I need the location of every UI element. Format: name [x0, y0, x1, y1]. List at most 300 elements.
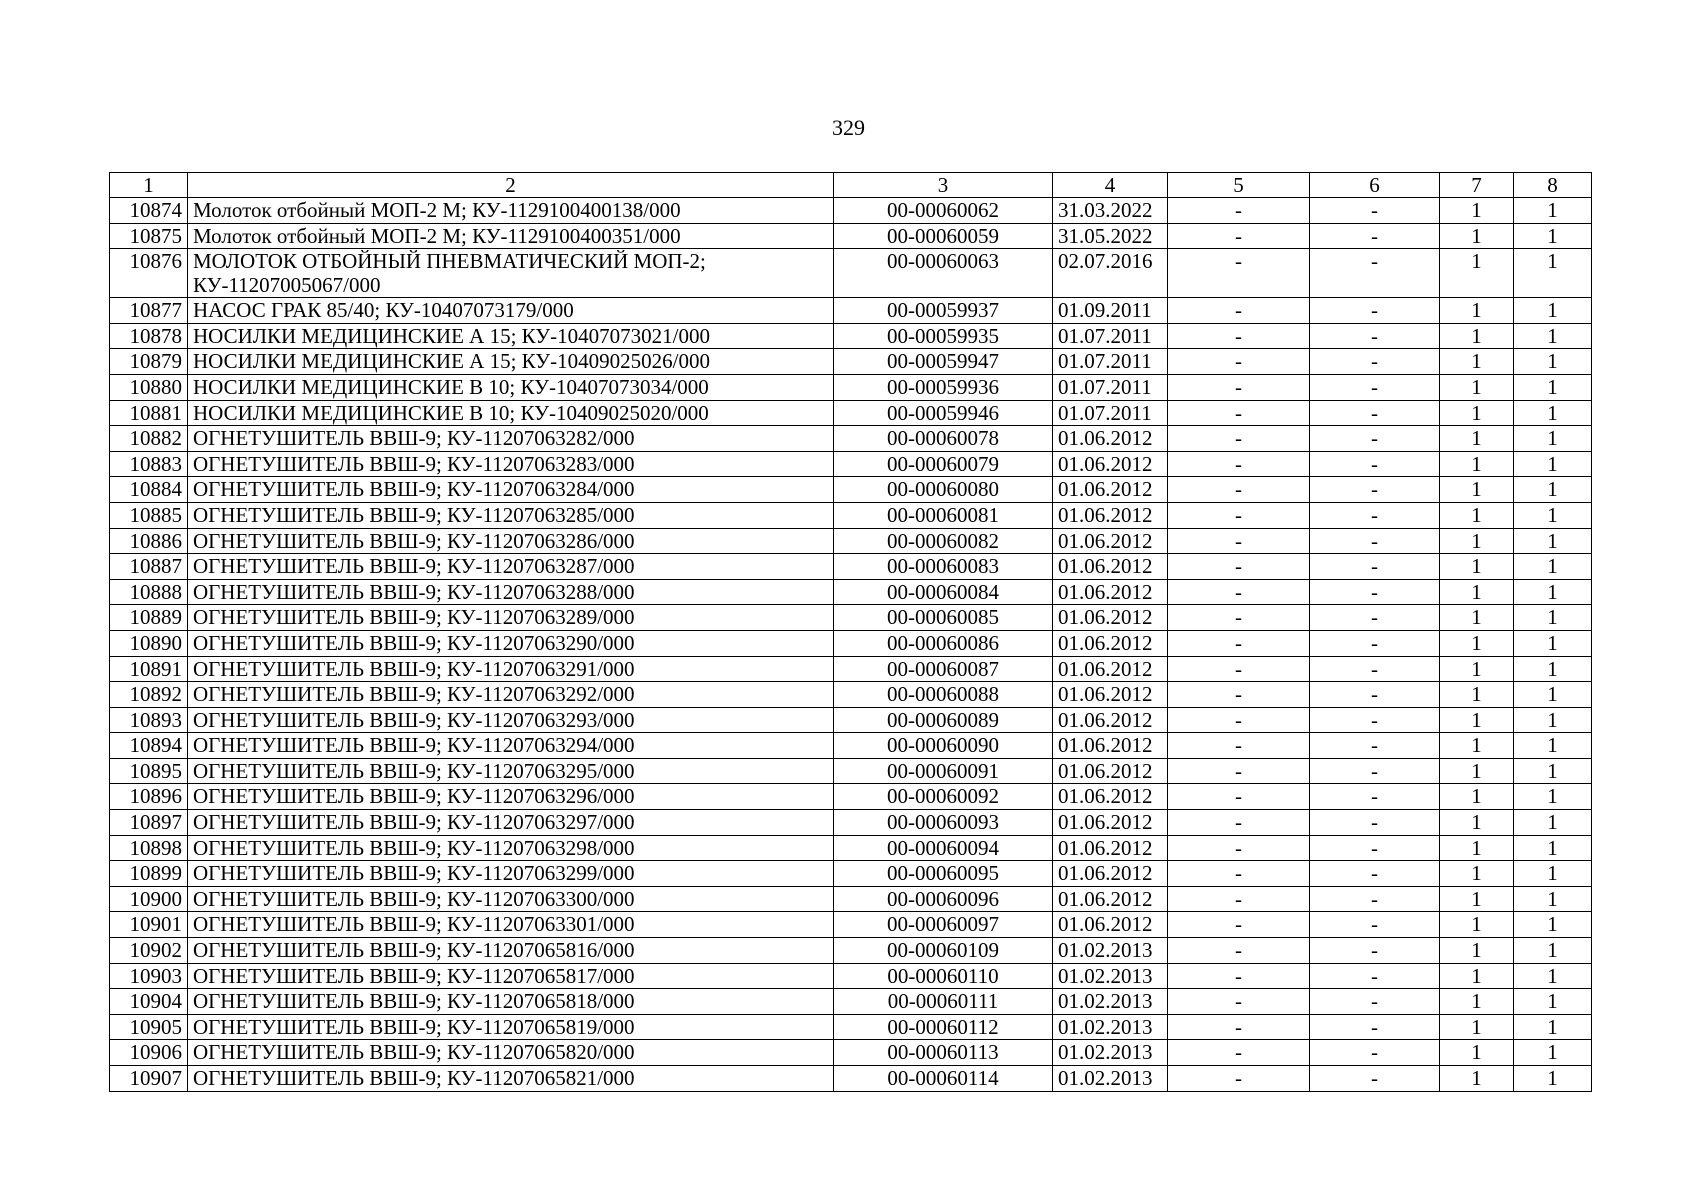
item-name: ОГНЕТУШИТЕЛЬ ВВШ-9; КУ-11207063284/000: [188, 477, 834, 503]
row-number: 10907: [110, 1066, 188, 1092]
date: 01.06.2012: [1053, 451, 1168, 477]
col7-value: 1: [1440, 1014, 1514, 1040]
col5-value: -: [1168, 861, 1310, 887]
row-number: 10875: [110, 223, 188, 249]
item-name: ОГНЕТУШИТЕЛЬ ВВШ-9; КУ-11207063294/000: [188, 733, 834, 759]
col8-value: 1: [1514, 912, 1592, 938]
date: 01.02.2013: [1053, 1040, 1168, 1066]
row-number: 10877: [110, 298, 188, 324]
table-row: [110, 249, 1592, 298]
col5-value: -: [1168, 249, 1310, 298]
col5-value: -: [1168, 886, 1310, 912]
col7-value: 1: [1440, 963, 1514, 989]
date: 01.06.2012: [1053, 554, 1168, 580]
col5-value: -: [1168, 630, 1310, 656]
col8-value: 1: [1514, 682, 1592, 708]
item-name: ОГНЕТУШИТЕЛЬ ВВШ-9; КУ-11207063292/000: [188, 682, 834, 708]
date: 31.03.2022: [1053, 198, 1168, 224]
col7-value: 1: [1440, 323, 1514, 349]
inventory-code: 00-00060091: [834, 758, 1053, 784]
row-number: 10894: [110, 733, 188, 759]
col5-value: -: [1168, 426, 1310, 452]
col5-value: -: [1168, 223, 1310, 249]
table-row: [110, 707, 1592, 733]
col8-value: 1: [1514, 374, 1592, 400]
row-number: 10893: [110, 707, 188, 733]
date: 01.06.2012: [1053, 630, 1168, 656]
date: 01.02.2013: [1053, 1014, 1168, 1040]
col6-value: -: [1310, 298, 1440, 324]
column-header-3: 3: [834, 173, 1053, 198]
table-body: [110, 198, 1592, 1092]
col6-value: -: [1310, 656, 1440, 682]
inventory-code: 00-00060086: [834, 630, 1053, 656]
item-name: НОСИЛКИ МЕДИЦИНСКИЕ В 10; КУ-10407073034/000: [188, 374, 834, 400]
col6-value: -: [1310, 963, 1440, 989]
date: 01.02.2013: [1053, 938, 1168, 964]
date: 01.07.2011: [1053, 374, 1168, 400]
col5-value: -: [1168, 528, 1310, 554]
row-number: 10900: [110, 886, 188, 912]
col6-value: -: [1310, 938, 1440, 964]
col6-value: -: [1310, 223, 1440, 249]
col6-value: -: [1310, 682, 1440, 708]
item-name: ОГНЕТУШИТЕЛЬ ВВШ-9; КУ-11207063295/000: [188, 758, 834, 784]
col8-value: 1: [1514, 989, 1592, 1015]
col5-value: -: [1168, 477, 1310, 503]
col6-value: -: [1310, 477, 1440, 503]
table-row: [110, 733, 1592, 759]
col7-value: 1: [1440, 349, 1514, 375]
row-number: 10895: [110, 758, 188, 784]
date: 01.09.2011: [1053, 298, 1168, 324]
col7-value: 1: [1440, 938, 1514, 964]
table-row: [110, 198, 1592, 224]
col8-value: 1: [1514, 938, 1592, 964]
item-name: НОСИЛКИ МЕДИЦИНСКИЕ А 15; КУ-10409025026/000: [188, 349, 834, 375]
date: 01.02.2013: [1053, 989, 1168, 1015]
item-name: ОГНЕТУШИТЕЛЬ ВВШ-9; КУ-11207065818/000: [188, 989, 834, 1015]
item-name: ОГНЕТУШИТЕЛЬ ВВШ-9; КУ-11207063297/000: [188, 810, 834, 836]
inventory-code: 00-00060095: [834, 861, 1053, 887]
table-row: [110, 835, 1592, 861]
table-row: [110, 810, 1592, 836]
col6-value: -: [1310, 1040, 1440, 1066]
col7-value: 1: [1440, 656, 1514, 682]
column-header-8: 8: [1514, 173, 1592, 198]
inventory-code: 00-00060078: [834, 426, 1053, 452]
date: 01.06.2012: [1053, 835, 1168, 861]
inventory-code: 00-00060085: [834, 605, 1053, 631]
item-name: Молоток отбойный МОП-2 М; КУ-1129100400351/000: [188, 223, 834, 249]
inventory-code: 00-00060096: [834, 886, 1053, 912]
col8-value: 1: [1514, 1040, 1592, 1066]
col8-value: 1: [1514, 784, 1592, 810]
table-row: [110, 886, 1592, 912]
column-header-5: 5: [1168, 173, 1310, 198]
table-row: [110, 963, 1592, 989]
col6-value: -: [1310, 198, 1440, 224]
item-name: ОГНЕТУШИТЕЛЬ ВВШ-9; КУ-11207063289/000: [188, 605, 834, 631]
col7-value: 1: [1440, 451, 1514, 477]
col7-value: 1: [1440, 835, 1514, 861]
col7-value: 1: [1440, 605, 1514, 631]
col8-value: 1: [1514, 758, 1592, 784]
col5-value: -: [1168, 554, 1310, 580]
col6-value: -: [1310, 323, 1440, 349]
col7-value: 1: [1440, 477, 1514, 503]
inventory-code: 00-00060059: [834, 223, 1053, 249]
row-number: 10902: [110, 938, 188, 964]
row-number: 10887: [110, 554, 188, 580]
col8-value: 1: [1514, 963, 1592, 989]
row-number: 10882: [110, 426, 188, 452]
col6-value: -: [1310, 502, 1440, 528]
col5-value: -: [1168, 707, 1310, 733]
row-number: 10885: [110, 502, 188, 528]
item-name: ОГНЕТУШИТЕЛЬ ВВШ-9; КУ-11207063296/000: [188, 784, 834, 810]
col7-value: 1: [1440, 528, 1514, 554]
date: 01.06.2012: [1053, 426, 1168, 452]
col8-value: 1: [1514, 554, 1592, 580]
item-name: Молоток отбойный МОП-2 М; КУ-1129100400138/000: [188, 198, 834, 224]
inventory-code: 00-00060082: [834, 528, 1053, 554]
col7-value: 1: [1440, 758, 1514, 784]
row-number: 10897: [110, 810, 188, 836]
col5-value: -: [1168, 1040, 1310, 1066]
date: 01.06.2012: [1053, 912, 1168, 938]
col6-value: -: [1310, 989, 1440, 1015]
col5-value: -: [1168, 963, 1310, 989]
item-name: ОГНЕТУШИТЕЛЬ ВВШ-9; КУ-11207063291/000: [188, 656, 834, 682]
col7-value: 1: [1440, 249, 1514, 298]
col7-value: 1: [1440, 707, 1514, 733]
col7-value: 1: [1440, 298, 1514, 324]
table-row: [110, 451, 1592, 477]
col7-value: 1: [1440, 1066, 1514, 1092]
row-number: 10891: [110, 656, 188, 682]
row-number: 10876: [110, 249, 188, 298]
item-name: ОГНЕТУШИТЕЛЬ ВВШ-9; КУ-11207065820/000: [188, 1040, 834, 1066]
col7-value: 1: [1440, 861, 1514, 887]
inventory-code: 00-00060063: [834, 249, 1053, 298]
col7-value: 1: [1440, 784, 1514, 810]
date: 01.06.2012: [1053, 477, 1168, 503]
col6-value: -: [1310, 784, 1440, 810]
table-row: [110, 426, 1592, 452]
row-number: 10888: [110, 579, 188, 605]
col7-value: 1: [1440, 400, 1514, 426]
item-name: ОГНЕТУШИТЕЛЬ ВВШ-9; КУ-11207063298/000: [188, 835, 834, 861]
item-name: ОГНЕТУШИТЕЛЬ ВВШ-9; КУ-11207063299/000: [188, 861, 834, 887]
col7-value: 1: [1440, 682, 1514, 708]
col5-value: -: [1168, 682, 1310, 708]
date: 01.06.2012: [1053, 528, 1168, 554]
inventory-code: 00-00060090: [834, 733, 1053, 759]
col7-value: 1: [1440, 198, 1514, 224]
table-row: [110, 579, 1592, 605]
table-row: [110, 400, 1592, 426]
row-number: 10880: [110, 374, 188, 400]
table-row: [110, 1040, 1592, 1066]
col5-value: -: [1168, 323, 1310, 349]
col7-value: 1: [1440, 579, 1514, 605]
col8-value: 1: [1514, 400, 1592, 426]
date: 01.06.2012: [1053, 784, 1168, 810]
inventory-code: 00-00060110: [834, 963, 1053, 989]
col8-value: 1: [1514, 223, 1592, 249]
date: 01.07.2011: [1053, 349, 1168, 375]
col8-value: 1: [1514, 630, 1592, 656]
row-number: 10903: [110, 963, 188, 989]
inventory-code: 00-00059936: [834, 374, 1053, 400]
row-number: 10905: [110, 1014, 188, 1040]
col5-value: -: [1168, 349, 1310, 375]
col5-value: -: [1168, 810, 1310, 836]
inventory-code: 00-00059935: [834, 323, 1053, 349]
col6-value: -: [1310, 374, 1440, 400]
item-name: НАСОС ГРАК 85/40; КУ-10407073179/000: [188, 298, 834, 324]
inventory-code: 00-00060080: [834, 477, 1053, 503]
col8-value: 1: [1514, 451, 1592, 477]
col5-value: -: [1168, 579, 1310, 605]
column-header-6: 6: [1310, 173, 1440, 198]
inventory-code: 00-00060093: [834, 810, 1053, 836]
row-number: 10878: [110, 323, 188, 349]
col5-value: -: [1168, 835, 1310, 861]
table-row: [110, 374, 1592, 400]
col5-value: -: [1168, 912, 1310, 938]
col5-value: -: [1168, 374, 1310, 400]
col7-value: 1: [1440, 989, 1514, 1015]
item-name: ОГНЕТУШИТЕЛЬ ВВШ-9; КУ-11207065816/000: [188, 938, 834, 964]
col6-value: -: [1310, 733, 1440, 759]
col7-value: 1: [1440, 630, 1514, 656]
col6-value: -: [1310, 579, 1440, 605]
date: 01.06.2012: [1053, 861, 1168, 887]
inventory-code: 00-00059947: [834, 349, 1053, 375]
col6-value: -: [1310, 861, 1440, 887]
inventory-code: 00-00060112: [834, 1014, 1053, 1040]
col8-value: 1: [1514, 1014, 1592, 1040]
item-name: НОСИЛКИ МЕДИЦИНСКИЕ А 15; КУ-10407073021/000: [188, 323, 834, 349]
table-row: [110, 989, 1592, 1015]
col8-value: 1: [1514, 477, 1592, 503]
inventory-code: 00-00060062: [834, 198, 1053, 224]
inventory-code: 00-00060114: [834, 1066, 1053, 1092]
item-name: ОГНЕТУШИТЕЛЬ ВВШ-9; КУ-11207063288/000: [188, 579, 834, 605]
inventory-code: 00-00060109: [834, 938, 1053, 964]
item-name: ОГНЕТУШИТЕЛЬ ВВШ-9; КУ-11207065819/000: [188, 1014, 834, 1040]
table-row: [110, 477, 1592, 503]
item-name: ОГНЕТУШИТЕЛЬ ВВШ-9; КУ-11207063282/000: [188, 426, 834, 452]
table-row: [110, 630, 1592, 656]
inventory-code: 00-00060084: [834, 579, 1053, 605]
row-number: 10899: [110, 861, 188, 887]
col6-value: -: [1310, 249, 1440, 298]
inventory-code: 00-00059946: [834, 400, 1053, 426]
date: 02.07.2016: [1053, 249, 1168, 298]
col8-value: 1: [1514, 579, 1592, 605]
table-row: [110, 861, 1592, 887]
item-name: МОЛОТОК ОТБОЙНЫЙ ПНЕВМАТИЧЕСКИЙ МОП-2; КУ-11207005067/000: [188, 249, 834, 298]
column-header-1: 1: [110, 173, 188, 198]
col8-value: 1: [1514, 323, 1592, 349]
col5-value: -: [1168, 1014, 1310, 1040]
col8-value: 1: [1514, 886, 1592, 912]
col8-value: 1: [1514, 502, 1592, 528]
table-row: [110, 323, 1592, 349]
inventory-code: 00-00060081: [834, 502, 1053, 528]
col5-value: -: [1168, 733, 1310, 759]
col8-value: 1: [1514, 298, 1592, 324]
col8-value: 1: [1514, 707, 1592, 733]
date: 01.06.2012: [1053, 733, 1168, 759]
col8-value: 1: [1514, 861, 1592, 887]
row-number: 10906: [110, 1040, 188, 1066]
col8-value: 1: [1514, 835, 1592, 861]
table-row: [110, 349, 1592, 375]
col6-value: -: [1310, 400, 1440, 426]
col6-value: -: [1310, 426, 1440, 452]
col7-value: 1: [1440, 886, 1514, 912]
inventory-code: 00-00059937: [834, 298, 1053, 324]
col7-value: 1: [1440, 733, 1514, 759]
col7-value: 1: [1440, 912, 1514, 938]
row-number: 10896: [110, 784, 188, 810]
item-name: ОГНЕТУШИТЕЛЬ ВВШ-9; КУ-11207063293/000: [188, 707, 834, 733]
inventory-code: 00-00060097: [834, 912, 1053, 938]
col7-value: 1: [1440, 502, 1514, 528]
row-number: 10884: [110, 477, 188, 503]
col8-value: 1: [1514, 733, 1592, 759]
col6-value: -: [1310, 605, 1440, 631]
col8-value: 1: [1514, 198, 1592, 224]
table-row: [110, 554, 1592, 580]
col5-value: -: [1168, 784, 1310, 810]
date: 01.06.2012: [1053, 886, 1168, 912]
item-name: ОГНЕТУШИТЕЛЬ ВВШ-9; КУ-11207063287/000: [188, 554, 834, 580]
row-number: 10898: [110, 835, 188, 861]
col7-value: 1: [1440, 374, 1514, 400]
col5-value: -: [1168, 938, 1310, 964]
col5-value: -: [1168, 502, 1310, 528]
col6-value: -: [1310, 1014, 1440, 1040]
inventory-code: 00-00060079: [834, 451, 1053, 477]
date: 01.06.2012: [1053, 810, 1168, 836]
inventory-code: 00-00060089: [834, 707, 1053, 733]
col5-value: -: [1168, 451, 1310, 477]
column-header-7: 7: [1440, 173, 1514, 198]
table-row: [110, 528, 1592, 554]
col7-value: 1: [1440, 1040, 1514, 1066]
col8-value: 1: [1514, 249, 1592, 298]
item-name: ОГНЕТУШИТЕЛЬ ВВШ-9; КУ-11207063286/000: [188, 528, 834, 554]
column-header-4: 4: [1053, 173, 1168, 198]
row-number: 10904: [110, 989, 188, 1015]
item-name: ОГНЕТУШИТЕЛЬ ВВШ-9; КУ-11207065821/000: [188, 1066, 834, 1092]
col6-value: -: [1310, 630, 1440, 656]
row-number: 10874: [110, 198, 188, 224]
date: 01.06.2012: [1053, 682, 1168, 708]
col6-value: -: [1310, 886, 1440, 912]
col5-value: -: [1168, 656, 1310, 682]
date: 01.06.2012: [1053, 605, 1168, 631]
col6-value: -: [1310, 451, 1440, 477]
col7-value: 1: [1440, 554, 1514, 580]
col7-value: 1: [1440, 223, 1514, 249]
col5-value: -: [1168, 758, 1310, 784]
col8-value: 1: [1514, 810, 1592, 836]
item-name: ОГНЕТУШИТЕЛЬ ВВШ-9; КУ-11207063300/000: [188, 886, 834, 912]
col5-value: -: [1168, 198, 1310, 224]
table-row: [110, 502, 1592, 528]
row-number: 10901: [110, 912, 188, 938]
col8-value: 1: [1514, 1066, 1592, 1092]
date: 01.06.2012: [1053, 502, 1168, 528]
date: 01.06.2012: [1053, 579, 1168, 605]
table-row: [110, 656, 1592, 682]
table-row: [110, 938, 1592, 964]
row-number: 10881: [110, 400, 188, 426]
col7-value: 1: [1440, 426, 1514, 452]
item-name: ОГНЕТУШИТЕЛЬ ВВШ-9; КУ-11207063285/000: [188, 502, 834, 528]
col6-value: -: [1310, 707, 1440, 733]
col5-value: -: [1168, 989, 1310, 1015]
table-row: [110, 758, 1592, 784]
date: 01.07.2011: [1053, 400, 1168, 426]
col8-value: 1: [1514, 656, 1592, 682]
col6-value: -: [1310, 528, 1440, 554]
item-name: НОСИЛКИ МЕДИЦИНСКИЕ В 10; КУ-10409025020/000: [188, 400, 834, 426]
col8-value: 1: [1514, 349, 1592, 375]
inventory-code: 00-00060092: [834, 784, 1053, 810]
col5-value: -: [1168, 1066, 1310, 1092]
col5-value: -: [1168, 298, 1310, 324]
table-row: [110, 1014, 1592, 1040]
inventory-code: 00-00060087: [834, 656, 1053, 682]
item-name: ОГНЕТУШИТЕЛЬ ВВШ-9; КУ-11207063290/000: [188, 630, 834, 656]
date: 01.07.2011: [1053, 323, 1168, 349]
col8-value: 1: [1514, 528, 1592, 554]
date: 01.06.2012: [1053, 707, 1168, 733]
row-number: 10892: [110, 682, 188, 708]
table-row: [110, 1066, 1592, 1092]
item-name: ОГНЕТУШИТЕЛЬ ВВШ-9; КУ-11207065817/000: [188, 963, 834, 989]
column-header-2: 2: [188, 173, 834, 198]
row-number: 10879: [110, 349, 188, 375]
row-number: 10889: [110, 605, 188, 631]
row-number: 10890: [110, 630, 188, 656]
col6-value: -: [1310, 1066, 1440, 1092]
table-row: [110, 912, 1592, 938]
col5-value: -: [1168, 400, 1310, 426]
inventory-code: 00-00060111: [834, 989, 1053, 1015]
inventory-code: 00-00060094: [834, 835, 1053, 861]
date: 01.02.2013: [1053, 1066, 1168, 1092]
row-number: 10886: [110, 528, 188, 554]
col7-value: 1: [1440, 810, 1514, 836]
table-row: [110, 784, 1592, 810]
item-name: ОГНЕТУШИТЕЛЬ ВВШ-9; КУ-11207063283/000: [188, 451, 834, 477]
item-name: ОГНЕТУШИТЕЛЬ ВВШ-9; КУ-11207063301/000: [188, 912, 834, 938]
col6-value: -: [1310, 758, 1440, 784]
row-number: 10883: [110, 451, 188, 477]
inventory-code: 00-00060088: [834, 682, 1053, 708]
col6-value: -: [1310, 810, 1440, 836]
table-row: [110, 223, 1592, 249]
table-row: [110, 682, 1592, 708]
